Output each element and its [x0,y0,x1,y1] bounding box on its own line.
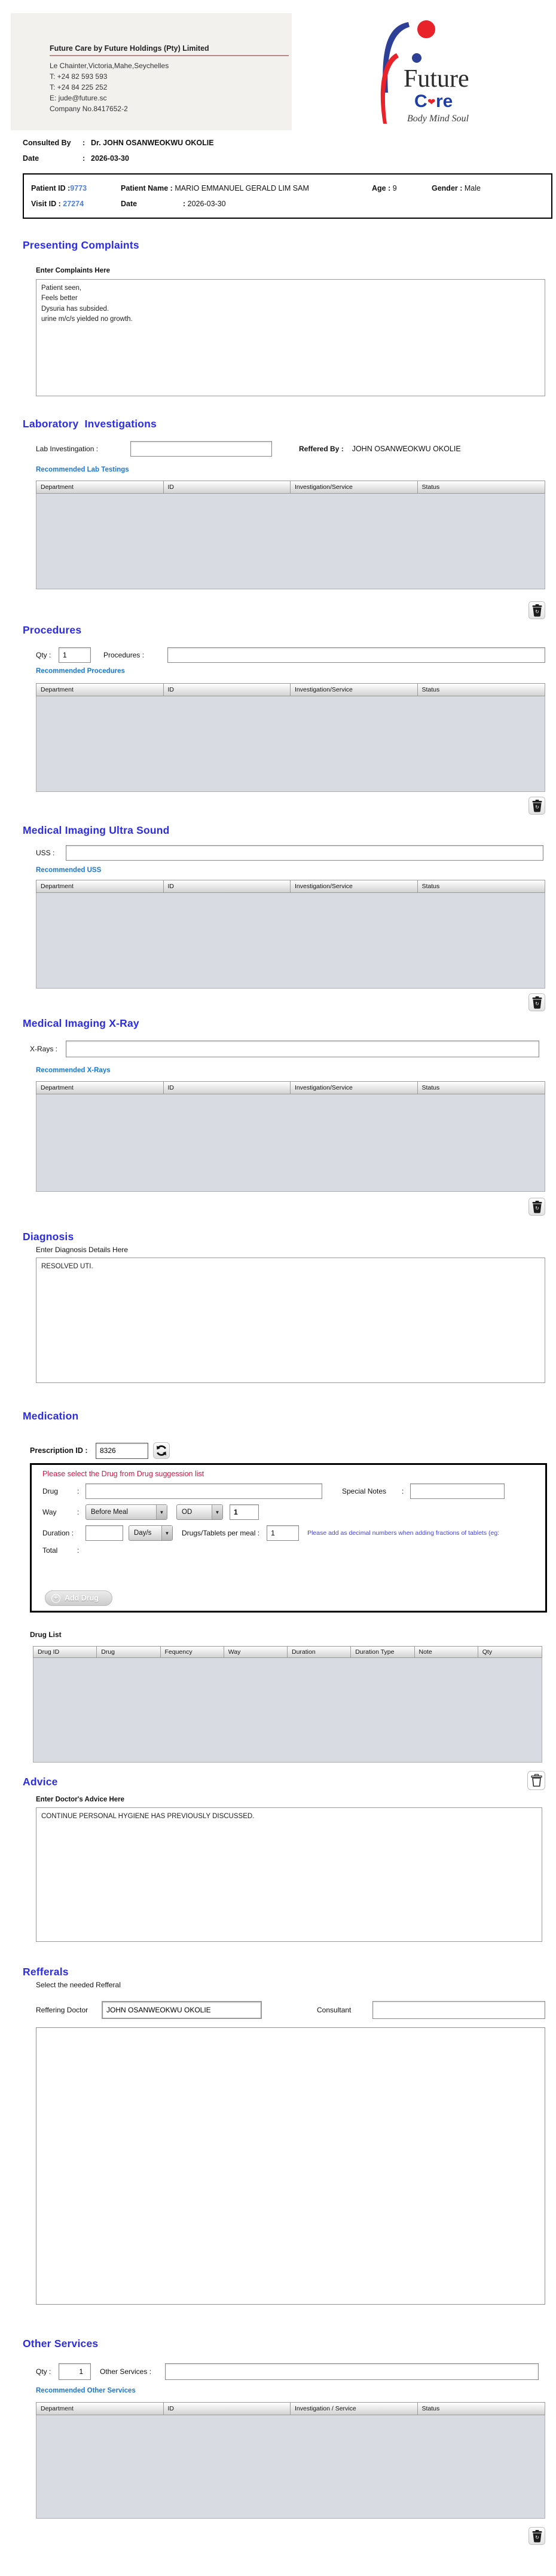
xray-clear-trash-button[interactable] [528,1198,545,1216]
lab-field-row [36,441,556,457]
add-drug-label: Add Drug [65,1594,99,1602]
drug-list-header [33,1646,542,1658]
lab-table-header [36,481,545,494]
section-title-medication: Medication [23,1410,79,1422]
other-services-clear-trash-button[interactable] [528,2527,545,2545]
column-header: Investigation/Service [291,880,418,892]
column-header: Investigation/Service [291,684,418,696]
patient-id-value: 9773 [70,184,87,192]
patient-summary-bar [23,173,552,219]
recommended-lab-testings-link[interactable]: Recommended Lab Testings [36,466,129,473]
column-header: ID [164,481,291,493]
lab-clear-trash-button[interactable] [528,601,545,619]
section-title-advice: Advice [23,1776,58,1788]
procedures-qty-label: Qty : [36,651,51,659]
patient-gender-block: Gender : Male [432,184,481,192]
patient-row-1 [31,180,544,196]
xray-table-body [36,1094,545,1192]
referred-by-label: Reffered By : [299,445,344,453]
referral-field-row [36,2001,556,2019]
company-email: E: jude@future.sc [50,94,107,102]
consulted-by-value: Dr. JOHN OSANWEOKWU OKOLIE [91,139,214,147]
svg-text:re: re [436,91,453,111]
diagnosis-textarea[interactable] [36,1258,545,1383]
trash-icon [532,1201,542,1213]
xray-field-row [30,1041,556,1057]
chevron-down-icon: ▼ [161,1526,172,1540]
svg-text:Future: Future [404,65,469,93]
plus-icon: + [51,1594,60,1603]
future-care-logo-graphic [326,16,505,127]
uss-field-row [36,845,556,861]
uss-label: USS : [36,849,55,857]
column-header: Note [415,1647,478,1657]
age-value: 9 [392,184,397,192]
xray-trash-row [0,1198,545,1216]
meal-select-value: Before Meal [91,1509,129,1516]
visit-id-block: Visit ID : 27274 [31,200,84,208]
drug-suggestion-warning: Please select the Drug from Drug suggession list [42,1470,204,1478]
lab-trash-row [0,601,545,619]
total-label: Total [42,1546,58,1555]
colon: : [77,1487,80,1495]
column-header: Department [36,880,164,892]
svg-text:↻: ↻ [534,2534,539,2540]
uss-clear-trash-button[interactable] [528,993,545,1011]
xray-input[interactable] [66,1041,539,1057]
recommended-xrays-link[interactable]: Recommended X-Rays [36,1067,111,1074]
letterhead [11,13,556,130]
frequency-select[interactable] [176,1504,223,1520]
procedures-table-header [36,683,545,696]
section-title-referrals: Refferals [23,1966,69,1978]
column-header: ID [164,1082,291,1094]
column-header: Drug ID [33,1647,97,1657]
consultation-page [0,13,556,2570]
other-services-table [36,2402,545,2519]
column-header: Investigation/Service [291,1082,418,1094]
duration-input[interactable] [85,1525,123,1541]
drug-list-delete-trash-button[interactable] [527,1771,545,1790]
consulted-by-line [23,139,556,147]
lab-table-body [36,494,545,589]
way-row [42,1504,545,1520]
chevron-down-icon: ▼ [212,1505,222,1519]
column-header: Qty [482,1648,493,1656]
special-notes-label: Special Notes [342,1487,387,1495]
column-header: Fequency [161,1647,224,1657]
uss-table-body [36,893,545,989]
patient-id-block: Patient ID :9773 [31,184,87,192]
colon: : [83,154,85,163]
colon: : [77,1546,80,1555]
other-services-table-body [36,2415,545,2519]
drug-input[interactable] [85,1483,322,1499]
column-header: Department [36,2403,164,2415]
consult-date-value: 2026-03-30 [91,154,129,163]
trash-icon [532,604,542,617]
bottom-spacer [0,2545,556,2570]
frequency-select-value: OD [182,1509,193,1516]
visit-date-value: 2026-03-30 [187,200,226,208]
advice-textarea[interactable] [36,1807,542,1942]
column-header: Investigation / Service [291,2403,418,2415]
visit-date-block: Date : 2026-03-30 [121,196,226,212]
consult-date-label: Date [23,154,39,163]
lab-table [36,481,545,589]
other-services-field-row [36,2363,556,2380]
column-header: ID [164,2403,291,2415]
decimal-note: Please add as decimal numbers when adding fractions of tablets (eg: [307,1529,500,1537]
total-row [42,1546,545,1555]
section-title-other-services: Other Services [23,2338,99,2349]
svg-text:↻: ↻ [534,1205,539,1211]
section-title-ultrasound: Medical Imaging Ultra Sound [23,824,170,836]
trash-icon [532,996,542,1009]
company-logo [317,13,514,130]
meal-select[interactable] [85,1504,167,1520]
drug-list-table [33,1646,542,1763]
consulted-by-label: Consulted By [23,139,71,147]
consultant-input[interactable] [372,2001,545,2019]
per-meal-label: Drugs/Tablets per meal : [182,1529,260,1537]
referring-doctor-input[interactable] [102,2001,262,2019]
refresh-icon [155,1445,167,1457]
uss-input[interactable] [66,845,543,861]
other-services-input[interactable] [165,2363,539,2380]
column-header: Status [421,2405,440,2412]
duration-unit-select[interactable] [129,1525,173,1541]
visit-id-value: 27274 [63,200,84,208]
recommended-uss-link[interactable]: Recommended USS [36,867,102,874]
company-address: Le Chainter,Victoria,Mahe,Seychelles [50,62,169,70]
drug-list-label: Drug List [30,1630,62,1639]
company-phone-2: T: +24 84 225 252 [50,83,108,91]
colon: : [77,1508,80,1516]
column-header: Status [421,883,440,890]
consultant-label: Consultant [317,2006,352,2014]
other-services-table-header [36,2402,545,2415]
trash-icon [532,800,542,812]
column-header: Drug [97,1647,160,1657]
svg-text:Body Mind Soul: Body Mind Soul [407,114,469,124]
complaints-textarea[interactable] [36,279,545,396]
patient-name-value: MARIO EMMANUEL GERALD LIM SAM [175,184,309,192]
column-header: Way [224,1647,288,1657]
trash-outline-icon [531,1774,542,1787]
section-title-diagnosis: Diagnosis [23,1231,74,1243]
lab-investigation-input[interactable] [130,441,272,457]
section-title-xray: Medical Imaging X-Ray [23,1017,139,1029]
chevron-down-icon: ▼ [156,1505,167,1519]
gender-value: Male [464,184,481,192]
per-meal-input[interactable] [267,1525,299,1541]
column-header: Duration Type [351,1647,414,1657]
drug-label: Drug [42,1487,59,1495]
company-phone-1: T: +24 82 593 593 [50,72,108,81]
other-services-label: Other Services : [100,2367,152,2376]
column-header: ID [164,684,291,696]
advice-header-row [0,1771,545,1790]
procedures-input[interactable] [167,647,545,663]
uss-trash-row [0,993,545,1011]
procedures-label: Procedures : [103,651,145,659]
recommended-other-services-link[interactable]: Recommended Other Services [36,2387,136,2394]
column-header: Department [36,1082,164,1094]
column-header: Status [421,484,440,491]
column-header: Department [36,684,164,696]
column-header: Department [36,481,164,493]
way-qty-input[interactable] [230,1504,259,1520]
company-info-panel [11,13,292,130]
referral-list-box[interactable] [36,2027,545,2305]
column-header: Duration [288,1647,351,1657]
age-label: Age [372,184,386,192]
column-header: Status [421,1084,440,1091]
visit-id-label: Visit ID [31,200,57,208]
xray-table-header [36,1081,545,1094]
visit-date-label: Date [121,200,138,208]
company-number: Company No.8417652-2 [50,105,128,113]
company-name: Future Care by Future Holdings (Pty) Limited [50,44,209,53]
xray-table [36,1081,545,1192]
section-title-procedures: Procedures [23,624,82,636]
svg-text:❤: ❤ [427,97,436,108]
referral-hint-label: Select the needed Refferal [36,1981,121,1989]
prescription-refresh-button[interactable] [153,1442,170,1459]
company-name-underline [50,55,289,56]
patient-name-label: Patient Name [121,184,169,192]
complaints-label: Enter Complaints Here [36,267,110,274]
other-services-trash-row [0,2527,545,2545]
colon: : [83,139,85,147]
section-title-laboratory: Laboratory Investigations [23,418,157,430]
prescription-id-label: Prescription ID : [30,1446,88,1455]
special-notes-input[interactable] [410,1483,505,1499]
column-header: Status [421,686,440,693]
diagnosis-label: Enter Diagnosis Details Here [36,1246,129,1254]
drug-list-body [33,1658,542,1763]
duration-row [42,1525,545,1541]
other-services-qty-input[interactable] [59,2363,91,2380]
procedures-trash-row [0,797,545,815]
trash-icon [532,2530,542,2543]
procedures-table [36,683,545,792]
colon: : [402,1487,404,1495]
patient-age-block: Age : 9 [372,184,397,192]
gender-label: Gender [432,184,458,192]
prescription-row [30,1442,556,1459]
procedures-field-row [36,647,556,663]
add-drug-button[interactable] [45,1590,112,1606]
svg-text:↻: ↻ [534,1001,539,1006]
svg-text:↻: ↻ [534,804,539,810]
patient-name-block: Patient Name : MARIO EMMANUEL GERALD LIM SAM [121,184,309,192]
uss-table [36,880,545,989]
duration-label: Duration : [42,1529,74,1537]
patient-row-2 [31,196,544,212]
way-label: Way [42,1508,57,1516]
medication-entry-box [30,1463,547,1613]
section-title-presenting-complaints: Presenting Complaints [23,239,139,251]
uss-table-header [36,880,545,893]
xray-label: X-Rays : [30,1045,58,1053]
patient-id-label: Patient ID [31,184,66,192]
advice-label: Enter Doctor's Advice Here [36,1796,125,1803]
svg-text:C: C [414,91,427,111]
other-services-qty-label: Qty : [36,2367,51,2376]
referring-doctor-label: Reffering Doctor [36,2006,88,2014]
drug-row [42,1483,545,1499]
lab-investigation-label: Lab Investingation : [36,445,99,453]
duration-unit-value: Day/s [134,1529,152,1537]
svg-text:↻: ↻ [534,608,539,614]
column-header: Investigation/Service [291,481,418,493]
consult-date-line [23,154,556,163]
column-header: ID [164,880,291,892]
recommended-procedures-link[interactable]: Recommended Procedures [36,668,125,675]
prescription-id-input[interactable] [96,1443,148,1459]
referred-by-value: JOHN OSANWEOKWU OKOLIE [352,445,461,453]
procedures-clear-trash-button[interactable] [528,797,545,815]
procedures-qty-input[interactable] [59,647,91,663]
procedures-table-body [36,696,545,792]
